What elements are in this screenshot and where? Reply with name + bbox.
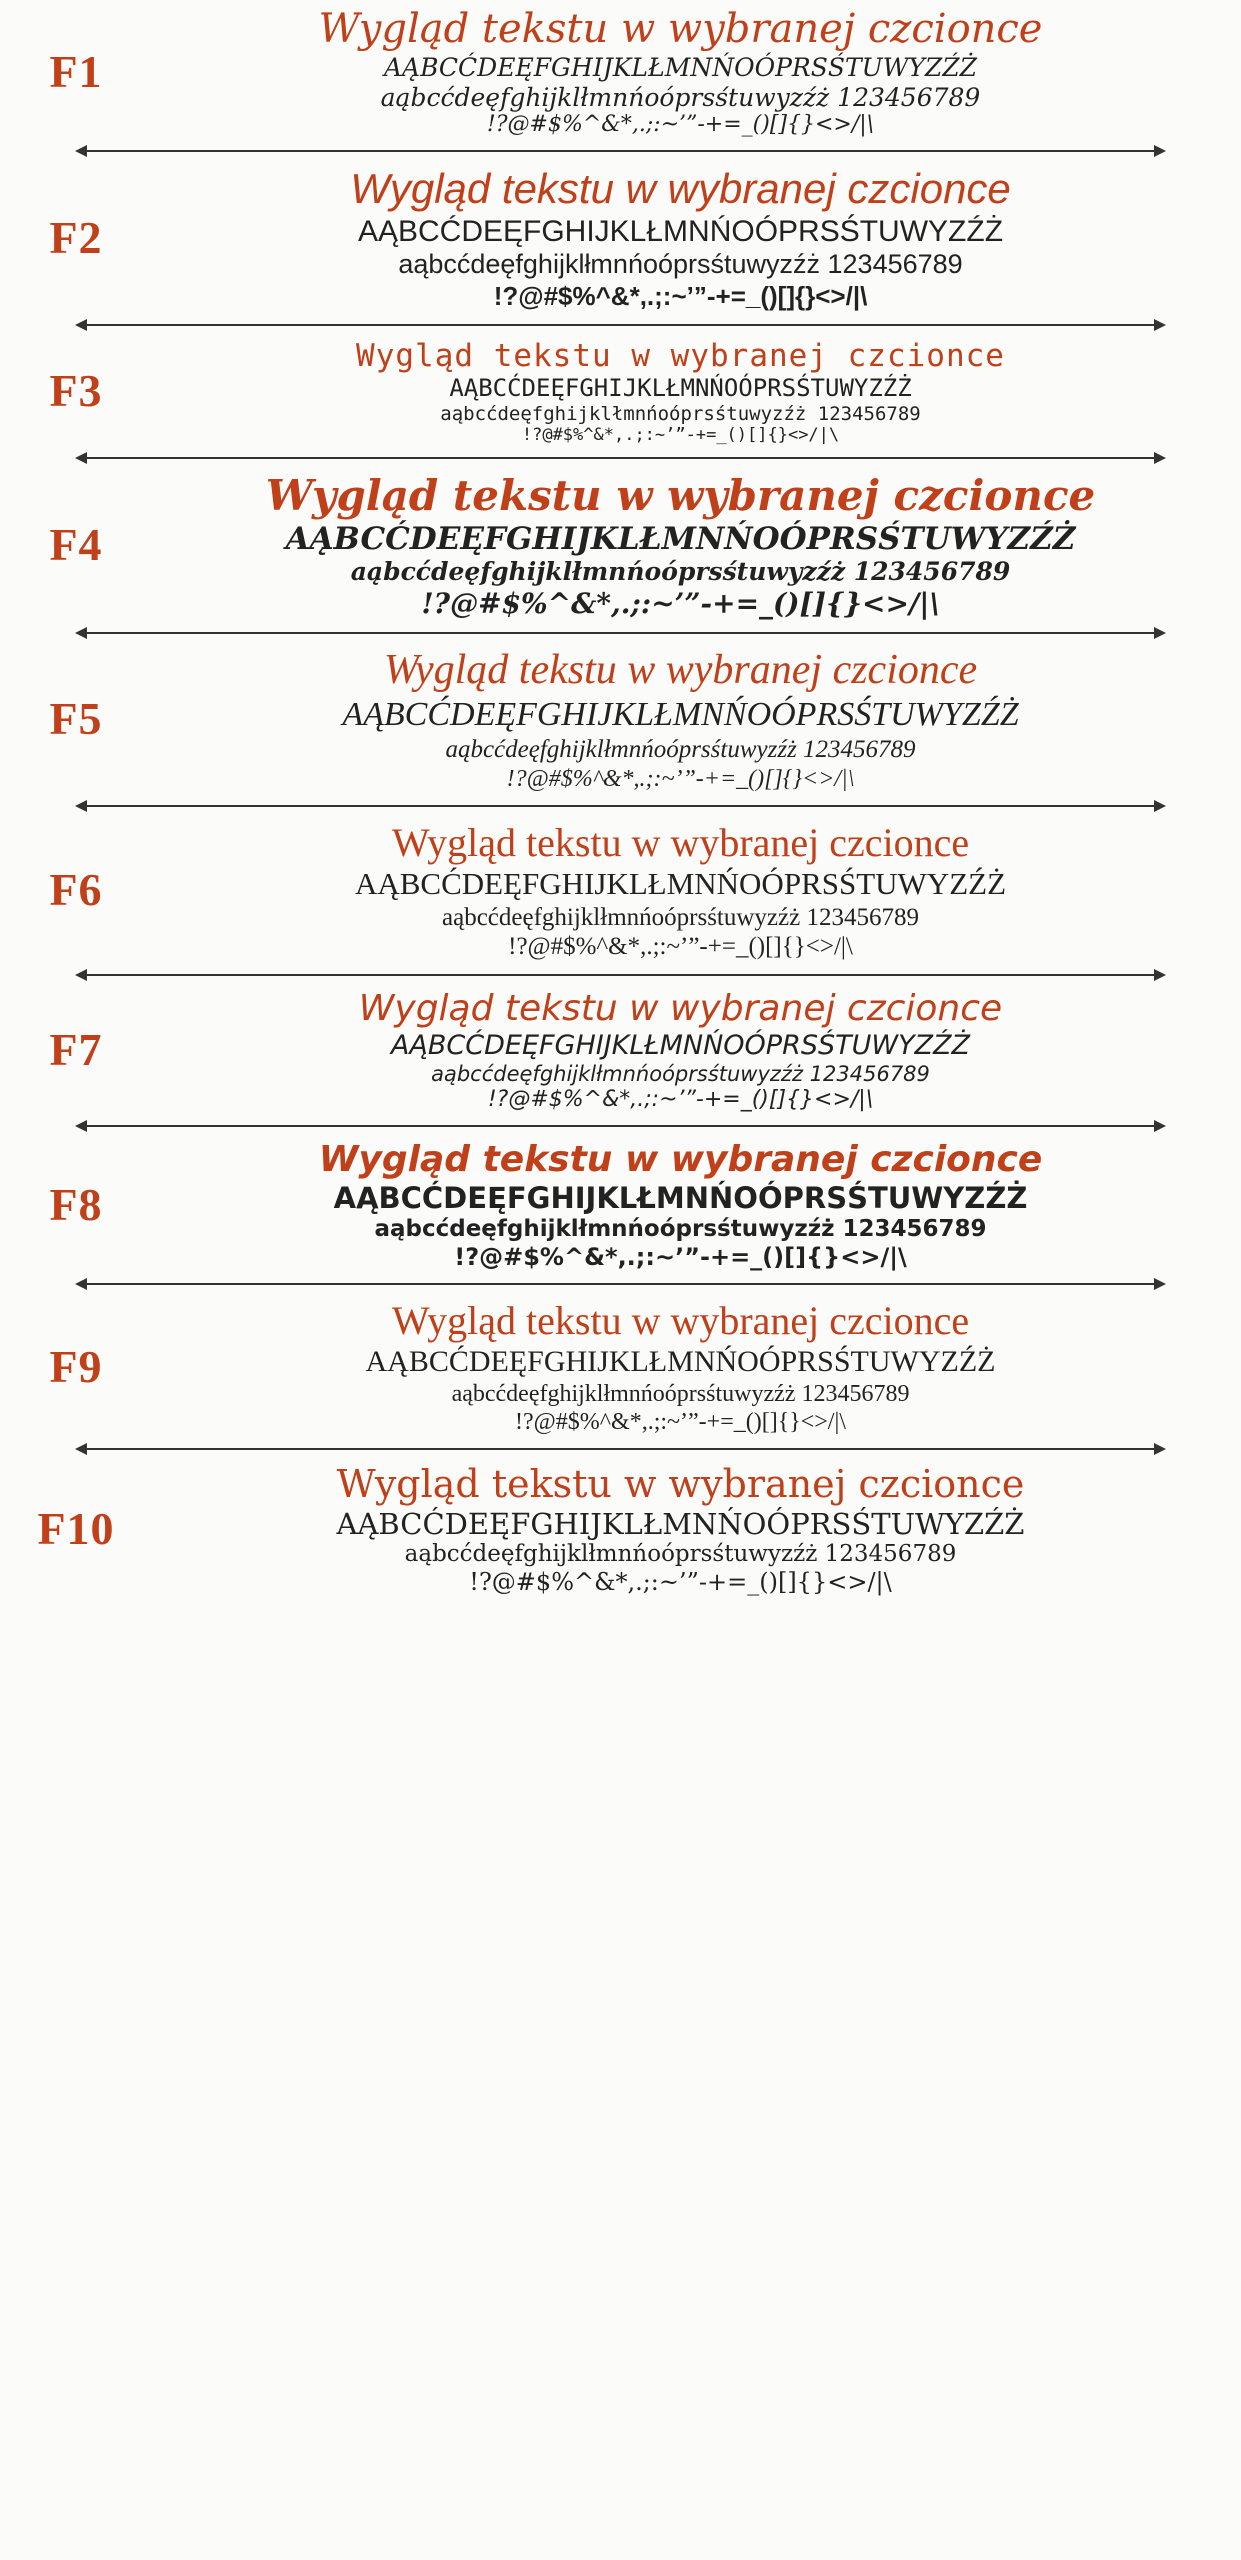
specimen-label-f2: F2: [49, 211, 103, 263]
specimen-samples-f3: [136, 338, 1225, 445]
divider-rule-4: [16, 622, 1225, 644]
specimen-samples-f7: [136, 988, 1225, 1113]
specimen-symbols-f8: !?@#$%^&*,.;:~’”-+=_()[]{}<>/|\: [454, 1242, 907, 1271]
specimen-samples-f10: [136, 1462, 1225, 1596]
specimen-lowercase-f1: aąbcćdeęfghijklłmnńoóprsśtuwyzźż 123456789: [380, 82, 981, 112]
specimen-heading-f5: Wygląd tekstu w wybranej czcionce: [383, 646, 978, 693]
divider-rule-2: [16, 314, 1225, 336]
specimen-symbols-f9: !?@#$%^&*,.;:~’”-+=_()[]{}<>/|\: [515, 1408, 846, 1435]
specimen-label-f9: F9: [49, 1340, 103, 1392]
specimen-heading-f9: Wygląd tekstu w wybranej czcionce: [391, 1298, 970, 1344]
divider-rule-5: [16, 795, 1225, 817]
specimen-lowercase-f4: aąbcćdeęfghijklłmnńoóprsśtuwyzźż 123456789: [350, 557, 1011, 587]
specimen-heading-f6: Wygląd tekstu w wybranej czcionce: [391, 820, 970, 866]
specimen-heading-f1: Wygląd tekstu w wybranej czcionce: [318, 6, 1043, 52]
specimen-block-f1: [16, 6, 1225, 138]
specimen-lowercase-f5: aąbcćdeęfghijklłmnńoóprsśtuwyzźż 123456789: [445, 736, 916, 764]
divider-rule-9: [16, 1438, 1225, 1460]
specimen-heading-f3: Wygląd tekstu w wybranej czcionce: [356, 337, 1005, 374]
specimen-block-f10: [16, 1462, 1225, 1596]
specimen-symbols-f5: !?@#$%^&*,.;:~’”-+=_()[]{}<>/|\: [506, 765, 855, 792]
specimen-label-f8: F8: [49, 1178, 103, 1230]
specimen-uppercase-f7: AĄBCĆDEĘFGHIJKLŁMNŃOÓPRSŚTUWYZŹŻ: [390, 1030, 971, 1062]
specimen-block-f9: [16, 1297, 1225, 1436]
specimen-lowercase-f8: aąbcćdeęfghijklłmnńoóprsśtuwyzźż 123456789: [374, 1215, 987, 1242]
specimen-lowercase-f6: aąbcćdeęfghijklłmnńoóprsśtuwyzźż 123456789: [442, 903, 919, 931]
specimen-uppercase-f5: AĄBCĆDEĘFGHIJKLŁMNŃOÓPRSŚTUWYZŹŻ: [342, 696, 1019, 734]
divider-rule-6: [16, 964, 1225, 986]
specimen-uppercase-f3: AĄBCĆDEĘFGHIJKLŁMNŃOÓPRSŚTUWYZŹŻ: [449, 374, 912, 403]
specimen-lowercase-f7: aąbcćdeęfghijklłmnńoóprsśtuwyzźż 123456789: [431, 1062, 930, 1087]
specimen-heading-f7: Wygląd tekstu w wybranej czcionce: [358, 987, 1003, 1029]
specimen-uppercase-f4: AĄBCĆDEĘFGHIJKLŁMNŃOÓPRSŚTUWYZŹŻ: [285, 520, 1076, 557]
specimen-block-f3: [16, 338, 1225, 445]
specimen-samples-f5: [136, 646, 1225, 793]
specimen-heading-f2: Wygląd tekstu w wybranej czcionce: [350, 165, 1011, 213]
specimen-block-f8: [16, 1139, 1225, 1271]
specimen-label-f4: F4: [49, 519, 103, 571]
specimen-uppercase-f8: AĄBCĆDEĘFGHIJKLŁMNŃOÓPRSŚTUWYZŹŻ: [333, 1181, 1028, 1216]
specimen-heading-f4: Wygląd tekstu w wybranej czcionce: [265, 470, 1096, 520]
specimen-label-f10: F10: [37, 1503, 115, 1555]
specimen-label-f5: F5: [49, 693, 103, 745]
specimen-label-f6: F6: [49, 864, 103, 916]
specimen-symbols-f6: !?@#$%^&*,.;:~’”-+=_()[]{}<>/|\: [508, 933, 853, 961]
specimen-block-f5: [16, 646, 1225, 793]
specimen-heading-f10: Wygląd tekstu w wybranej czcionce: [336, 1462, 1025, 1507]
specimen-lowercase-f9: aąbcćdeęfghijklłmnńoóprsśtuwyzźż 123456789: [451, 1380, 910, 1407]
specimen-label-f7: F7: [49, 1024, 103, 1076]
specimen-symbols-f2: !?@#$%^&*,.;:~’”-+=_()[]{}<>/|\: [493, 280, 868, 311]
specimen-uppercase-f10: AĄBCĆDEĘFGHIJKLŁMNŃOÓPRSŚTUWYZŹŻ: [336, 1507, 1025, 1542]
specimen-block-f6: [16, 819, 1225, 962]
specimen-samples-f4: [136, 471, 1225, 620]
specimen-lowercase-f10: aąbcćdeęfghijklłmnńoóprsśtuwyzźż 123456789: [404, 1541, 957, 1568]
divider-rule-8: [16, 1273, 1225, 1295]
specimen-block-f2: [16, 164, 1225, 311]
specimen-lowercase-f3: aąbcćdeęfghijklłmnńoóprsśtuwyzźż 123456789: [440, 402, 921, 425]
specimen-block-f7: [16, 988, 1225, 1113]
divider-rule-3: [16, 447, 1225, 469]
specimen-samples-f1: [136, 6, 1225, 138]
specimen-label-f1: F1: [49, 46, 103, 98]
specimen-heading-f8: Wygląd tekstu w wybranej czcionce: [318, 1138, 1043, 1180]
specimen-symbols-f4: !?@#$%^&*,.;:~’”-+=_()[]{}<>/|\: [421, 586, 940, 620]
divider-rule-1: [16, 140, 1225, 162]
specimen-samples-f6: [136, 819, 1225, 962]
specimen-uppercase-f2: AĄBCĆDEĘFGHIJKLŁMNŃOÓPRSŚTUWYZŹŻ: [357, 214, 1004, 248]
specimen-symbols-f1: !?@#$%^&*,.;:~’”-+=_()[]{}<>/|\: [486, 112, 875, 138]
specimen-uppercase-f6: AĄBCĆDEĘFGHIJKLŁMNŃOÓPRSŚTUWYZŹŻ: [354, 866, 1006, 902]
specimen-symbols-f10: !?@#$%^&*,.;:~’”-+=_()[]{}<>/|\: [469, 1568, 892, 1597]
specimen-block-f4: [16, 471, 1225, 620]
specimen-samples-f9: [136, 1297, 1225, 1436]
specimen-samples-f2: [136, 164, 1225, 311]
specimen-symbols-f3: !?@#$%^&*,.;:~’”-+=_()[]{}<>/|\: [521, 424, 840, 445]
specimen-uppercase-f9: AĄBCĆDEĘFGHIJKLŁMNŃOÓPRSŚTUWYZŹŻ: [365, 1345, 996, 1379]
specimen-symbols-f7: !?@#$%^&*,.;:~’”-+=_()[]{}<>/|\: [487, 1086, 874, 1112]
divider-rule-7: [16, 1115, 1225, 1137]
specimen-uppercase-f1: AĄBCĆDEĘFGHIJKLŁMNŃOÓPRSŚTUWYZŹŻ: [383, 53, 978, 83]
specimen-label-f3: F3: [49, 365, 103, 417]
specimen-samples-f8: [136, 1139, 1225, 1271]
specimen-lowercase-f2: aąbcćdeęfghijklłmnńoóprsśtuwyzźż 123456789: [398, 249, 963, 280]
